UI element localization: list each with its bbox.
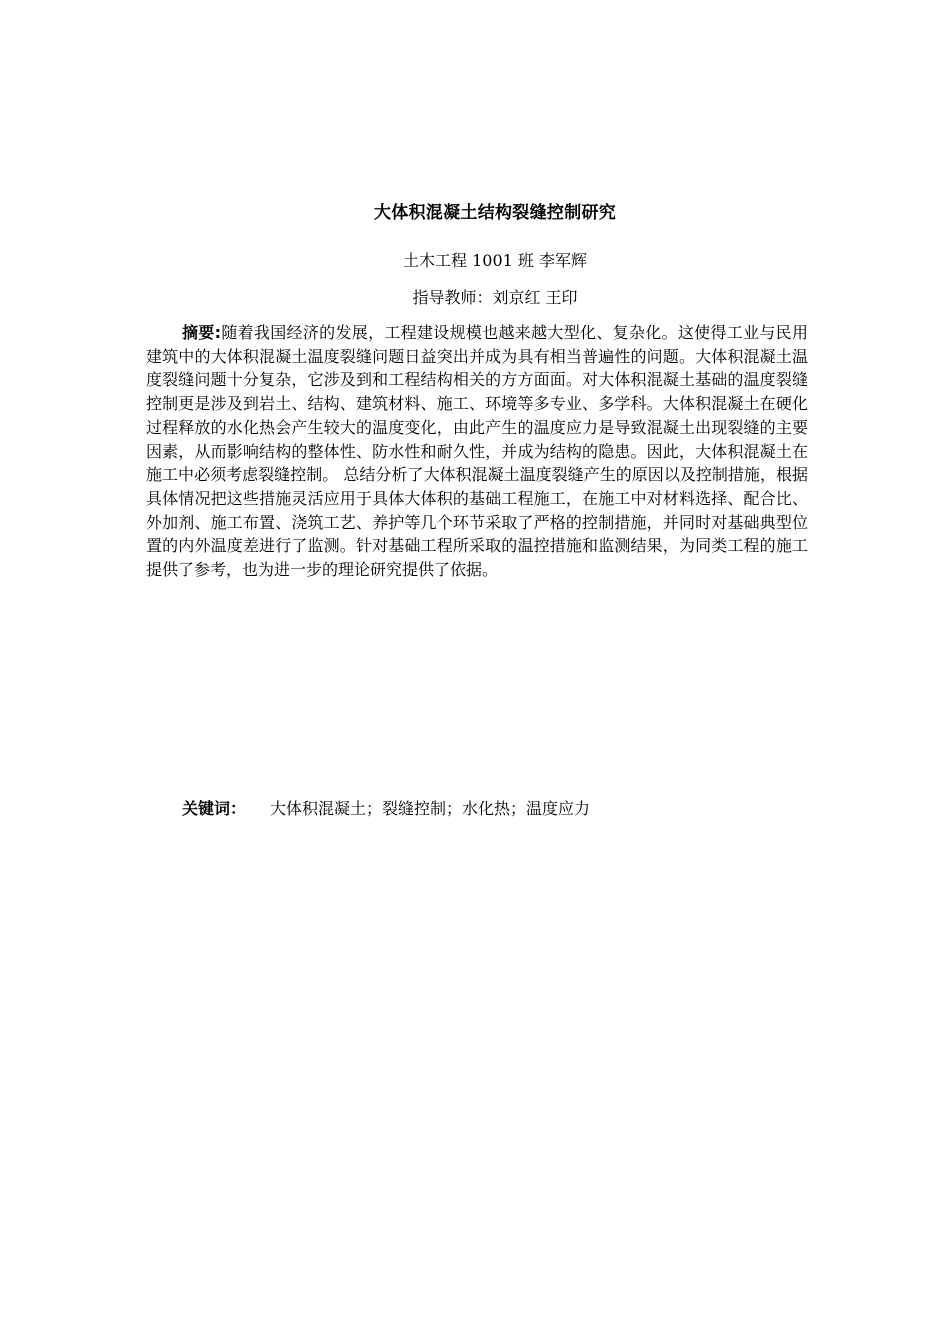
abstract-label: 摘要: — [182, 323, 222, 342]
paper-title: 大体积混凝土结构裂缝控制研究 — [373, 203, 617, 223]
abstract-text: 随着我国经济的发展，工程建设规模也越来越大型化、复杂化。这使得工业与民用建筑中的大体积混凝土温度裂缝问题日益突出并成为具有相当普遍性的问题。大体积混凝土温度裂缝问题十分复杂，它涉及到和工程结构相关的方方面面。对大体积混凝土基础的温度裂缝控制更是涉及到岩土、结构、建筑材料、施工、环境等多专业、多学科。大体积混凝土在硬化过程释放的水化热会产生较大的温度变化，由此产生的温度应力是导致混凝土出现裂缝的主要因素，从而影响结构的整体性、防水性和耐久性，并成为结构的隐患。因此，大体积混凝土在施工中必须考虑裂缝控制。 总结分析了大体积混凝土温度裂缝产生的原因以及控制措施，根据具体情况把这些措施灵活应用于具体大体积的基础工程施工，在施工中对材料选择、配合比、外加剂、施工布置、浇筑工艺、养护等几个环节采取了严格的控制措施，并同时对基础典型位置的内外温度差进行了监测。针对基础工程所采取的温控措施和监测结果，为同类工程的施工提供了参考，也为进一步的理论研究提供了依据。 — [146, 323, 808, 580]
author-line: 土木工程 1001 班 李军辉 — [403, 251, 587, 270]
keywords-text: 大体积混凝土；裂缝控制；水化热；温度应力 — [270, 799, 591, 818]
abstract-paragraph — [146, 321, 808, 582]
advisor-line: 指导教师：刘京红 王印 — [412, 288, 578, 307]
keywords-line — [182, 798, 590, 820]
keywords-label: 关键词： — [182, 799, 247, 818]
